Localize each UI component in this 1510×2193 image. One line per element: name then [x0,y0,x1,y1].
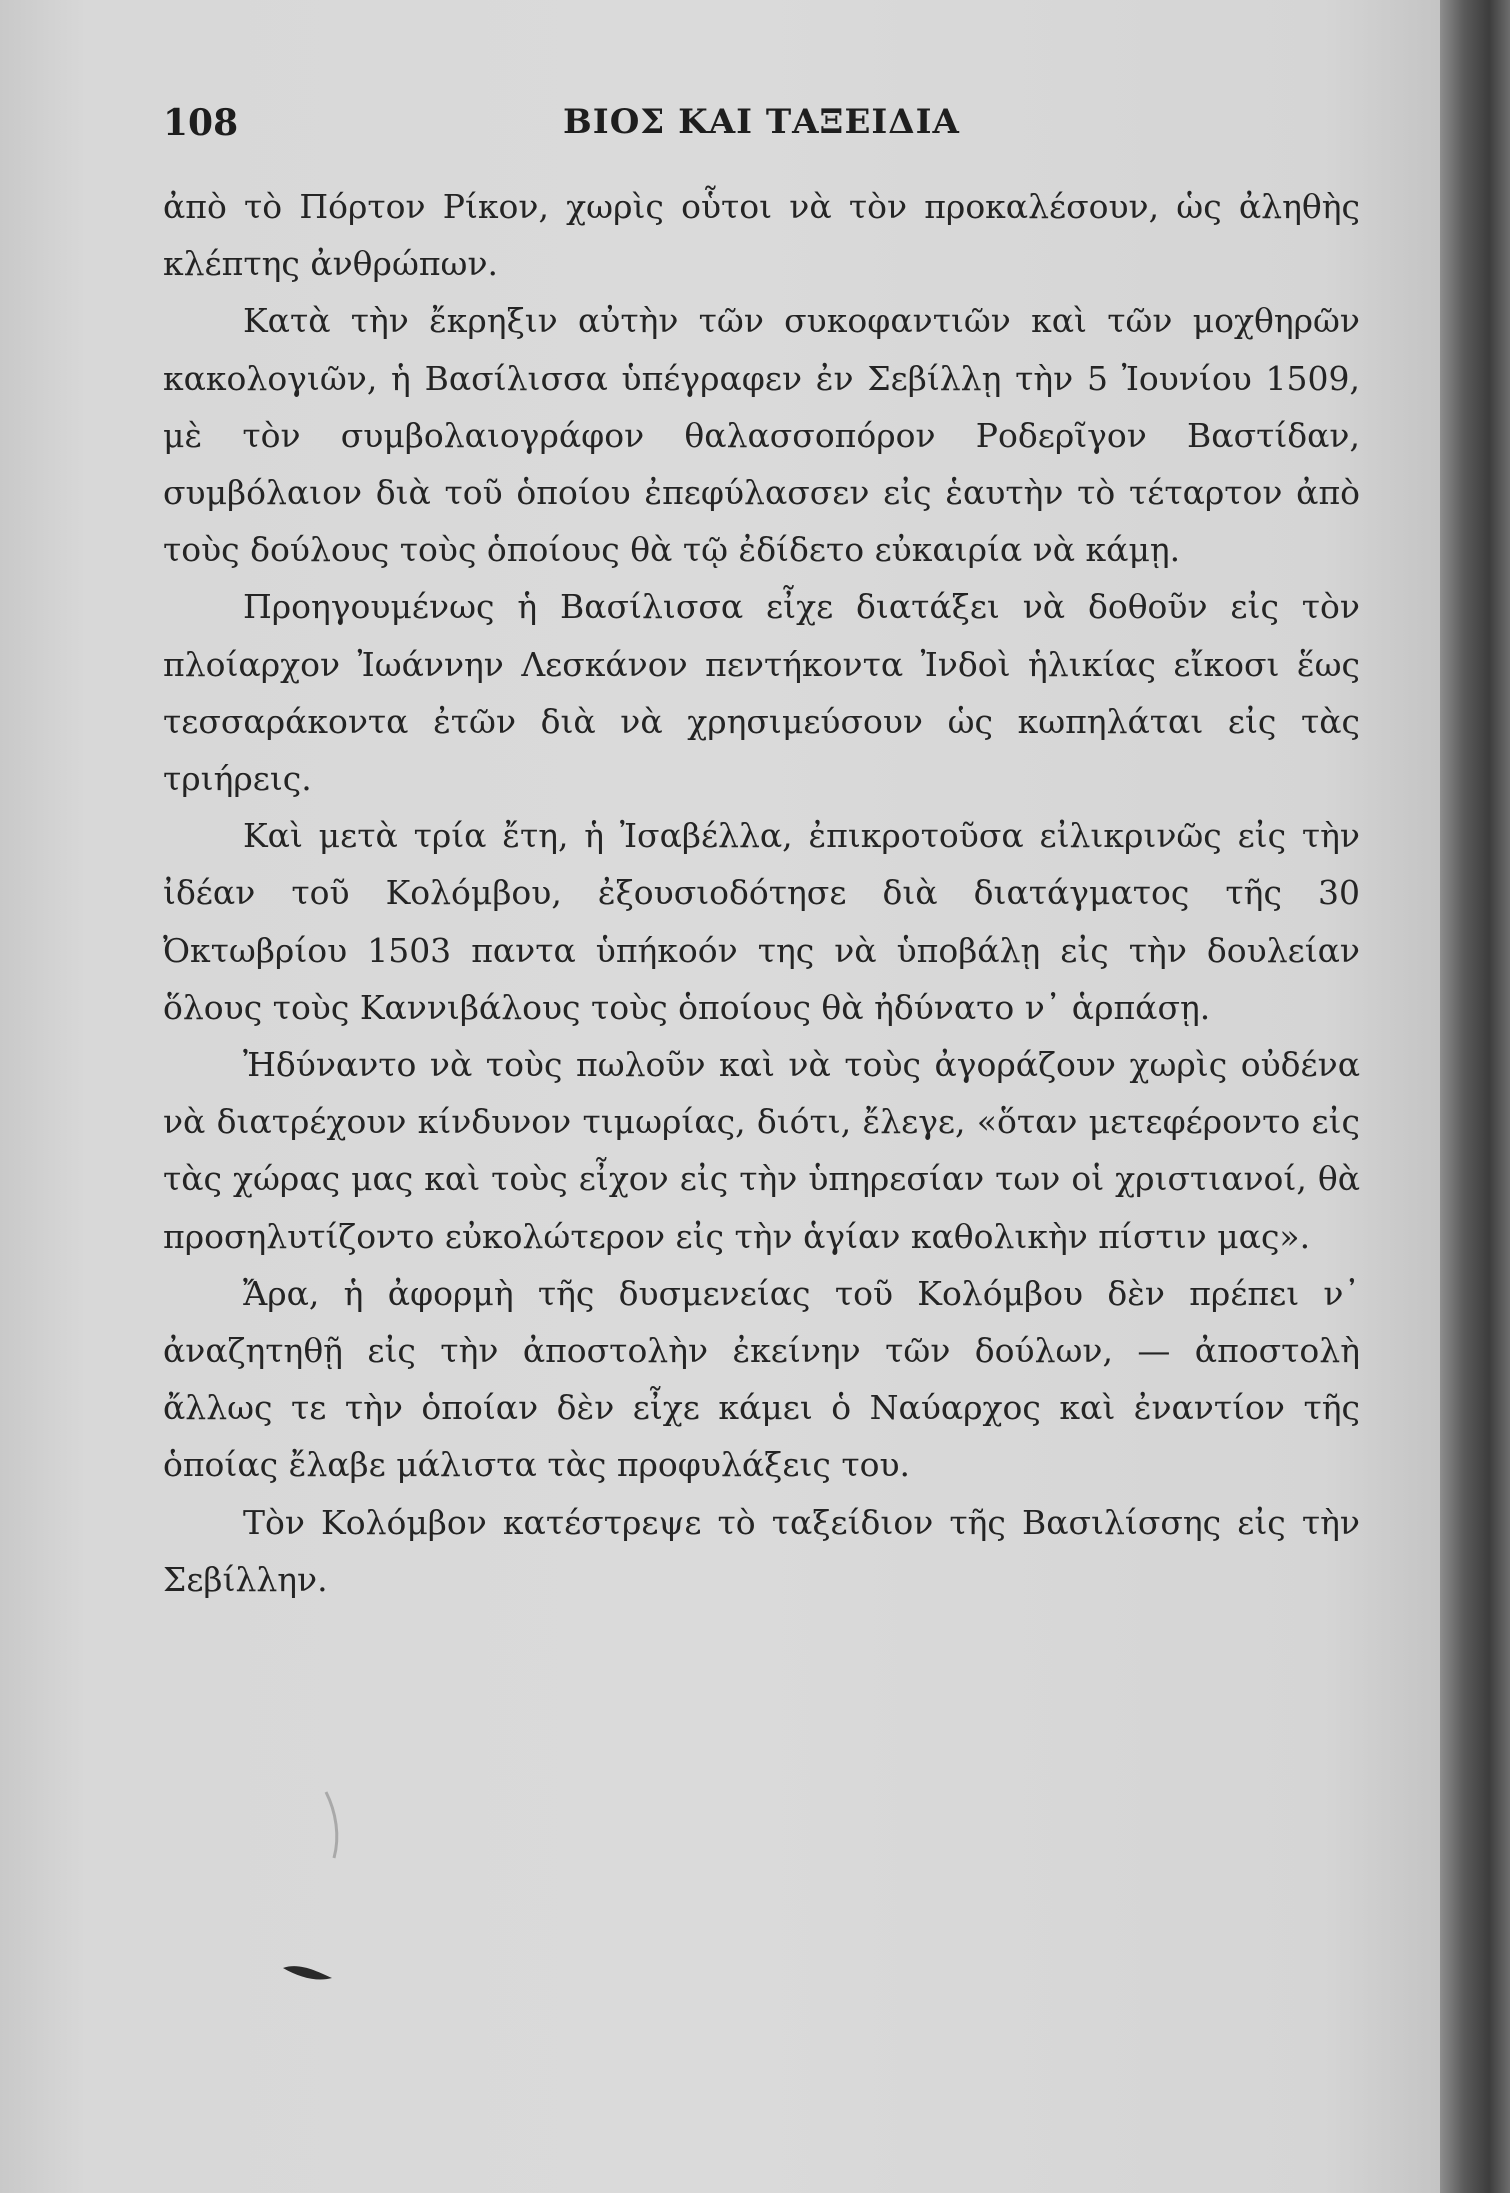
paragraph-6: Ἄρα, ἡ ἀφορμὴ τῆς δυσμενείας τοῦ Κολόμβου δὲν πρέπει ν᾽ ἀναζητηθῇ εἰς τὴν ἀποστολὴν ἐκείνην τῶν δούλων, — ἀποστολὴ ἄλλως τε τὴν ὁποίαν δὲν εἶχε κάμει ὁ Ναύαρχος καὶ ἐναντίον τῆς ὁποίας ἔλαβε μάλιστα τὰς προφυλάξεις του. [163,1273,1360,1485]
page-header [163,102,1360,154]
paragraph-7: Τὸν Κολόμβον κατέστρεψε τὸ ταξείδιον τῆς Βασιλίσσης εἰς τὴν Σεβίλλην. [163,1502,1360,1599]
book-spine-shadow [1440,0,1510,2193]
body-text [163,178,1360,1608]
ink-smudge [283,1966,332,1979]
paragraph-1: ἀπὸ τὸ Πόρτον Ρίκον, χωρὶς οὗτοι νὰ τὸν προκαλέσουν, ὡς ἀληθὴς κλέπτης ἀνθρώπων. [163,187,1360,284]
page-number: 108 [163,102,239,144]
paragraph-2: Κατὰ τὴν ἔκρηξιν αὐτὴν τῶν συκοφαντιῶν καὶ τῶν μοχθηρῶν κακολογιῶν, ἡ Βασίλισσα ὑπέγραφεν ἐν Σεβίλλῃ τὴν 5 Ἰουνίου 1509, μὲ τὸν συμβολαιογράφον θαλασσοπόρον Ροδερῖγον Βαστίδαν, συμβόλαιον διὰ τοῦ ὁποίου ἐπεφύλασσεν εἰς ἑαυτὴν τὸ τέταρτον ἀπὸ τοὺς δούλους τοὺς ὁποίους θὰ τῷ ἐδίδετο εὐκαιρία νὰ κάμῃ. [163,301,1360,570]
paragraph-4: Καὶ μετὰ τρία ἔτη, ἡ Ἰσαβέλλα, ἐπικροτοῦσα εἰλικρινῶς εἰς τὴν ἰδέαν τοῦ Κολόμβου, ἐξουσιοδότησε διὰ διατάγματος τῆς 30 Ὀκτωβρίου 1503 παντα ὑπήκοόν της νὰ ὑποβάλῃ εἰς τὴν δουλείαν ὅλους τοὺς Καννιβάλους τοὺς ὁποίους θὰ ἠδύνατο ν᾽ ἁρπάσῃ. [163,816,1360,1027]
faint-stain [326,1792,337,1858]
paragraph-3: Προηγουμένως ἡ Βασίλισσα εἶχε διατάξει νὰ δοθοῦν εἰς τὸν πλοίαρχον Ἰωάννην Λεσκάνον πεντήκοντα Ἰνδοὶ ἡλικίας εἴκοσι ἕως τεσσαράκοντα ἐτῶν διὰ νὰ χρησιμεύσουν ὡς κωπηλάται εἰς τὰς τριήρεις. [163,587,1360,799]
paragraph-5: Ἠδύναντο νὰ τοὺς πωλοῦν καὶ νὰ τοὺς ἀγοράζουν χωρὶς οὐδένα νὰ διατρέχουν κίνδυνον τιμωρίας, διότι, ἔλεγε, «ὅταν μετεφέροντο εἰς τὰς χώρας μας καὶ τοὺς εἶχον εἰς τὴν ὑπηρεσίαν των οἱ χριστιανοί, θὰ προσηλυτίζοντο εὐκολώτερον εἰς τὴν ἁγίαν καθολικὴν πίστιν μας». [163,1045,1360,1256]
running-title: ΒΙΟΣ ΚΑΙ ΤΑΞΕΙΔΙΑ [563,102,960,142]
